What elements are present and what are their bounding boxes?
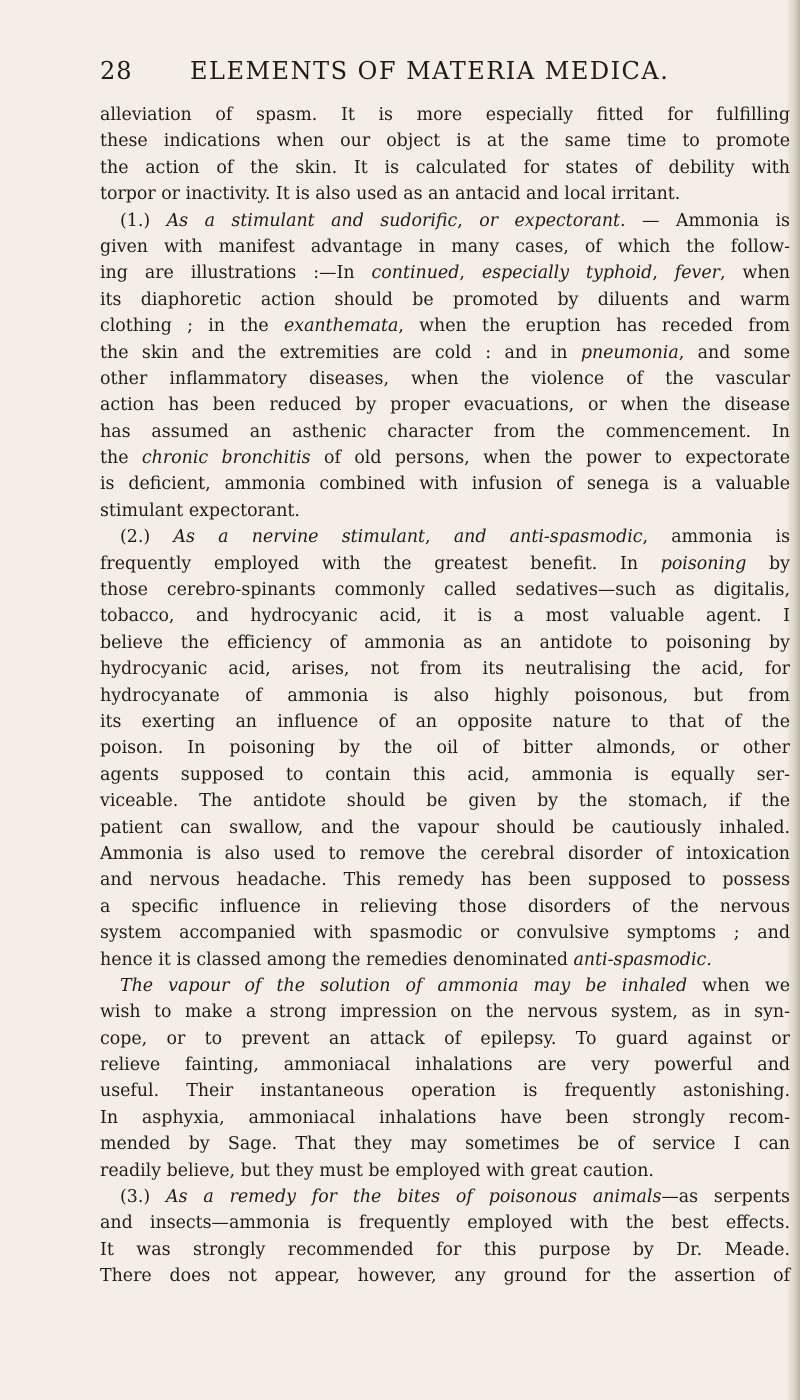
text-run: Ammonia is also used to remove the cerebral disorder of intoxication	[100, 843, 790, 864]
text-line	[100, 551, 790, 577]
text-run: , ammonia is	[642, 527, 790, 548]
text-run: has assumed an asthenic character from the commencement. In	[100, 421, 790, 442]
text-run: clothing ; in the	[100, 316, 284, 337]
text-run: action has been reduced by proper evacuations, or when the disease	[100, 395, 790, 416]
text-run: patient can swallow, and the vapour should be cautiously inhaled.	[100, 817, 790, 838]
text-run: In asphyxia, ammoniacal inhalations have been strongly recom-	[100, 1107, 790, 1128]
text-line	[100, 1263, 790, 1289]
text-line	[100, 1078, 790, 1104]
text-line	[100, 1052, 790, 1078]
text-run: its diaphoretic action should be promoted by diluents and warm	[100, 289, 790, 310]
italic-text-run: The vapour of the solution of ammonia may be inhaled	[120, 975, 688, 996]
text-line	[100, 181, 790, 207]
text-line	[100, 867, 790, 893]
text-line	[100, 603, 790, 629]
text-run: poison. In poisoning by the oil of bitter almonds, or other	[100, 738, 790, 759]
text-run: It was strongly recommended for this purpose by Dr. Meade.	[100, 1239, 790, 1260]
text-line	[100, 841, 790, 867]
text-run: ,	[457, 210, 480, 231]
text-run: its exerting an influence of an opposite nature to that of the	[100, 711, 790, 732]
text-run: , and some	[678, 342, 790, 363]
italic-text-run: As a remedy for the bites of poisonous animals	[166, 1187, 662, 1208]
text-run: the	[100, 448, 142, 469]
italic-text-run: pneumonia	[580, 342, 679, 363]
text-line	[100, 234, 790, 260]
italic-text-run: chronic bronchitis	[141, 448, 311, 469]
text-run: agents supposed to contain this acid, ammonia is equally ser-	[100, 764, 790, 785]
italic-text-run: As a nervine stimulant	[173, 527, 426, 548]
text-run: —as serpents	[661, 1187, 790, 1208]
italic-text-run: and anti-spasmodic	[453, 527, 643, 548]
text-line	[100, 392, 790, 418]
text-run: hence it is classed among the remedies denominated	[100, 949, 574, 970]
text-run: mended by Sage. That they may sometimes be of service I can	[100, 1134, 790, 1155]
text-run: stimulant expectorant.	[100, 500, 300, 521]
text-line	[100, 1210, 790, 1236]
text-line	[100, 973, 790, 999]
text-line	[100, 102, 790, 128]
text-run: hydrocyanic acid, arises, not from its neutralising the acid, for	[100, 659, 790, 680]
italic-text-run: exanthemata	[283, 316, 399, 337]
italic-text-run: or expectorant.	[479, 210, 626, 231]
text-run: ,	[652, 263, 675, 284]
italic-text-run: especially typhoid	[481, 263, 653, 284]
text-run: (1.)	[120, 210, 167, 231]
text-line	[100, 1158, 790, 1184]
text-run: and insects—ammonia is frequently employed with the best effects.	[100, 1213, 790, 1234]
text-run: , when	[719, 263, 790, 284]
text-line	[100, 340, 790, 366]
text-run: relieve fainting, ammoniacal inhalations are very powerful and	[100, 1055, 790, 1076]
text-line	[100, 313, 790, 339]
text-run: is deficient, ammonia combined with infusion of senega is a valuable	[100, 474, 790, 495]
text-line	[100, 894, 790, 920]
text-run: these indications when our object is at the same time to promote	[100, 131, 790, 152]
italic-text-run: continued	[371, 263, 460, 284]
text-run: a specific influence in relieving those disorders of the nervous	[100, 896, 790, 917]
page-number: 28	[100, 57, 133, 85]
text-run: those cerebro-spinants commonly called sedatives—such as digitalis,	[100, 580, 790, 601]
text-line	[100, 498, 790, 524]
italic-text-run: fever	[674, 263, 720, 284]
text-line	[100, 287, 790, 313]
text-line	[100, 1105, 790, 1131]
text-run: wish to make a strong impression on the nervous system, as in syn-	[100, 1002, 790, 1023]
text-line	[100, 524, 790, 550]
text-run: torpor or inactivity. It is also used as an antacid and local irritant.	[100, 184, 681, 205]
running-head: ELEMENTS OF MATERIA MEDICA.	[190, 57, 670, 85]
italic-text-run: poisoning	[660, 553, 747, 574]
text-run: cope, or to prevent an attack of epilepsy. To guard against or	[100, 1028, 790, 1049]
text-line	[100, 155, 790, 181]
text-run: There does not appear, however, any ground for the assertion of	[100, 1266, 790, 1287]
text-run: frequently employed with the greatest benefit. In	[100, 553, 661, 574]
text-line	[100, 445, 790, 471]
text-line	[100, 208, 790, 234]
text-run: given with manifest advantage in many cases, of which the follow-	[100, 236, 790, 257]
text-line	[100, 656, 790, 682]
text-line	[100, 735, 790, 761]
text-run: ,	[425, 527, 454, 548]
text-run: when we	[687, 975, 790, 996]
text-line	[100, 128, 790, 154]
text-run: ,	[459, 263, 482, 284]
text-line	[100, 630, 790, 656]
text-line	[100, 1184, 790, 1210]
text-run: other inflammatory diseases, when the violence of the vascular	[100, 368, 790, 389]
text-run: (2.)	[120, 527, 174, 548]
text-line	[100, 1026, 790, 1052]
text-run: ing are illustrations :—In	[100, 263, 372, 284]
text-run: the skin and the extremities are cold : and in	[100, 342, 581, 363]
page-header	[100, 57, 720, 91]
text-line	[100, 709, 790, 735]
text-run: useful. Their instantaneous operation is frequently astonishing.	[100, 1081, 790, 1102]
text-line	[100, 419, 790, 445]
text-line	[100, 815, 790, 841]
text-run: of old persons, when the power to expectorate	[310, 448, 790, 469]
text-line	[100, 788, 790, 814]
text-line	[100, 947, 790, 973]
text-run: and nervous headache. This remedy has been supposed to possess	[100, 870, 790, 891]
text-line	[100, 999, 790, 1025]
text-line	[100, 762, 790, 788]
text-run: — Ammonia is	[625, 210, 790, 231]
italic-text-run: As a stimulant and sudorific	[166, 210, 458, 231]
text-line	[100, 1131, 790, 1157]
text-line	[100, 577, 790, 603]
text-line	[100, 260, 790, 286]
text-line	[100, 683, 790, 709]
text-run: believe the efficiency of ammonia as an antidote to poisoning by	[100, 632, 790, 653]
text-run: readily believe, but they must be employed with great caution.	[100, 1160, 654, 1181]
text-run: alleviation of spasm. It is more especially fitted for fulfilling	[100, 105, 790, 125]
text-line	[100, 1237, 790, 1263]
text-run: , when the eruption has receded from	[398, 316, 790, 337]
text-run: hydrocyanate of ammonia is also highly poisonous, but from	[100, 685, 790, 706]
text-line	[100, 471, 790, 497]
text-run: viceable. The antidote should be given by the stomach, if the	[100, 791, 790, 812]
text-run: system accompanied with spasmodic or convulsive symptoms ; and	[100, 923, 790, 944]
text-run: by	[746, 553, 790, 574]
body-text	[100, 102, 790, 1290]
text-run: tobacco, and hydrocyanic acid, it is a most valuable agent. I	[100, 606, 790, 627]
text-line	[100, 920, 790, 946]
italic-text-run: anti-spasmodic.	[573, 949, 712, 970]
text-line	[100, 366, 790, 392]
text-run: (3.)	[120, 1187, 167, 1208]
text-run: the action of the skin. It is calculated for states of debility with	[100, 157, 790, 178]
